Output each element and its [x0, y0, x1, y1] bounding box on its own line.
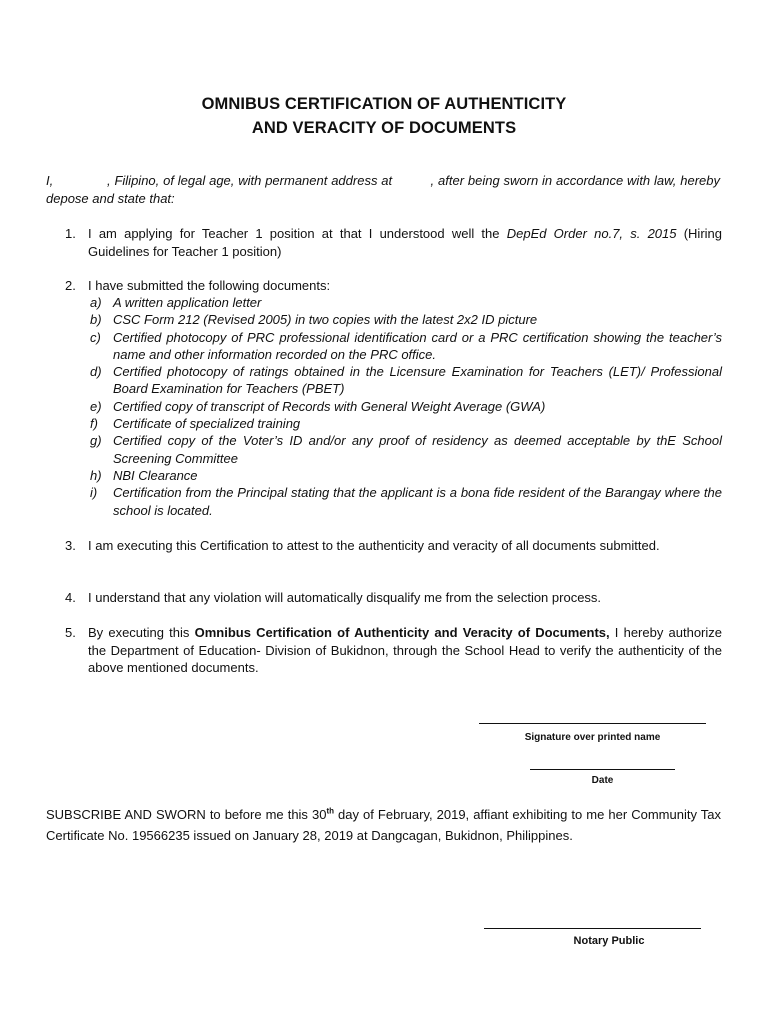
list-item-text: NBI Clearance — [113, 467, 198, 483]
list-item — [90, 432, 722, 467]
certification-title-reference: Omnibus Certification of Authenticity and Veracity of Documents, — [194, 625, 610, 640]
list-item-text: CSC Form 212 (Revised 2005) in two copies with the latest 2x2 ID picture — [113, 312, 538, 328]
document-title-line-2: AND VERACITY OF DOCUMENTS — [251, 119, 517, 137]
item-text: I have submitted the following documents: — [88, 278, 331, 293]
list-item-text: Certified photocopy of PRC professional identification card or a PRC certification showing the teacher’s name and other information recorded on the PRC office. — [113, 329, 722, 362]
list-item — [90, 467, 722, 484]
list-item-text: A written application letter — [113, 295, 262, 310]
item-number: 3. — [65, 538, 76, 553]
date-line — [530, 769, 675, 770]
jurat-text-tail: day of February, 2019, affiant exhibiting to me her Community Tax Certificate No. 19566235 issued on January 28, 2019 at Dangcagan, Bukidnon, Philippines. — [46, 807, 721, 843]
date-label: Date — [591, 775, 614, 786]
list-item-letter: h) — [90, 467, 102, 483]
item-text: I am executing this Certification to attest to the authenticity and veracity of all documents submitted. — [88, 538, 660, 553]
signature-line — [479, 723, 706, 724]
list-item-letter: g) — [90, 433, 102, 449]
item-number: 5. — [65, 625, 76, 640]
document-title-line-1: OMNIBUS CERTIFICATION OF AUTHENTICITY — [201, 95, 567, 113]
list-item-letter: e) — [90, 398, 102, 414]
item-number: 2. — [65, 278, 76, 293]
list-item-text: Certification from the Principal stating that the applicant is a bona fide resident of the Barangay where the school is located. — [113, 485, 722, 518]
item-number: 1. — [65, 226, 76, 241]
item-text-tail: I hereby authorize the Department of Education- Division of Bukidnon, through the School Head to verify the authenticity of the above mentioned documents. — [88, 625, 723, 675]
list-item-letter: i) — [90, 485, 98, 501]
list-item-letter: d) — [90, 364, 102, 380]
item-text: By executing this — [88, 625, 195, 640]
list-item-letter: f) — [90, 416, 98, 432]
list-item — [90, 415, 722, 432]
list-item — [90, 398, 722, 415]
item-text-tail: (Hiring Guidelines for Teacher 1 position) — [88, 226, 722, 259]
deped-order-reference: DepEd Order no.7, s. 2015 — [506, 226, 677, 241]
item-text: I understand that any violation will automatically disqualify me from the selection process. — [88, 590, 602, 605]
signature-label: Signature over printed name — [524, 732, 661, 743]
list-item-letter: a) — [90, 295, 102, 310]
list-item — [90, 363, 722, 398]
intro-paragraph: I, , Filipino, of legal age, with permanent address at , after being sworn in accordance with law, hereby depose and state that: — [46, 173, 724, 206]
list-item — [90, 294, 722, 311]
list-item-text: Certified copy of transcript of Records with General Weight Average (GWA) — [113, 398, 546, 414]
item-text: I am applying for Teacher 1 position at that I understood well the — [88, 226, 507, 241]
list-item-text: Certified photocopy of ratings obtained in the Licensure Examination for Teachers (LET)/ Professional Board Examination for Teachers (PBET) — [113, 364, 722, 397]
notary-public-label: Notary Public — [573, 935, 645, 947]
jurat-text: SUBSCRIBE AND SWORN to before me this 30 — [46, 807, 327, 822]
notary-signature-line — [484, 928, 701, 929]
ordinal-suffix: th — [326, 806, 334, 816]
list-item — [90, 329, 722, 364]
jurat-paragraph — [46, 805, 721, 846]
item-number: 4. — [65, 590, 76, 605]
list-item-text: Certified copy of the Voter’s ID and/or any proof of residency as deemed acceptable by thE School Screening Committee — [113, 433, 722, 466]
documents-list — [90, 294, 722, 519]
list-item-text: Certificate of specialized training — [113, 416, 301, 432]
list-item-letter: c) — [90, 329, 101, 345]
list-item — [90, 484, 722, 519]
list-item — [90, 311, 722, 328]
list-item-letter: b) — [90, 312, 102, 328]
